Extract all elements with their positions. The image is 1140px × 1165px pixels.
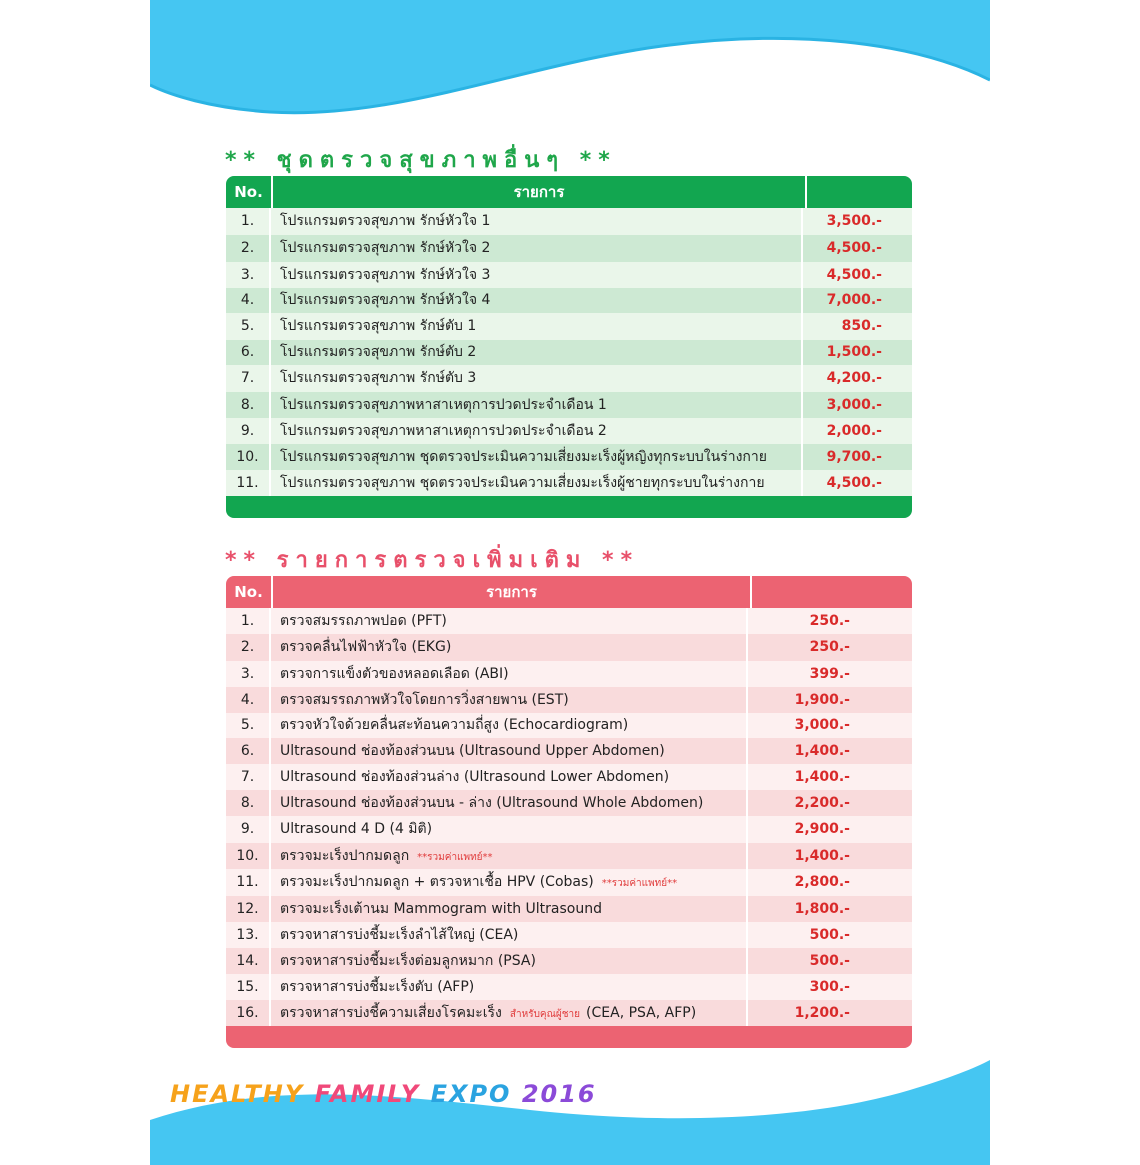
row-name-text: Ultrasound ช่องท้องส่วนบน (Ultrasound Upper Abdomen) [280,743,665,759]
row-price: 300.- [809,979,850,995]
row-name [271,313,803,340]
row-number: 10. [226,843,271,869]
row-price: 4,500.- [826,475,882,491]
table-row [226,608,912,634]
row-price: 1,400.- [794,743,850,759]
row-name-text: ตรวจหาสารบ่งชี้มะเร็งต่อมลูกหมาก (PSA) [280,953,536,969]
row-name-text: ตรวจการแข็งตัวของหลอดเลือด (ABI) [280,666,509,682]
table-header [226,176,912,208]
row-name-text: โปรแกรมตรวจสุขภาพ รักษ์หัวใจ 2 [280,240,491,256]
row-number: 3. [226,262,271,288]
row-number: 9. [226,816,271,843]
row-number: 7. [226,365,271,392]
row-name-text: โปรแกรมตรวจสุขภาพ รักษ์ตับ 2 [280,344,477,360]
table-footer [226,496,912,518]
table-row [226,896,912,922]
row-price: 3,000.- [794,717,850,733]
row-name [271,262,803,288]
row-number: 8. [226,392,271,418]
row-number: 6. [226,340,271,365]
row-number: 5. [226,313,271,340]
table-row [226,235,912,262]
logo-word-family: FAMILY [314,1080,421,1108]
row-number: 4. [226,687,271,713]
row-price: 4,500.- [826,267,882,283]
row-number: 10. [226,444,271,470]
row-name-text: Ultrasound ช่องท้องส่วนบน - ล่าง (Ultrasound Whole Abdomen) [280,795,704,811]
row-name-text: ตรวจมะเร็งปากมดลูก + ตรวจหาเชื้อ HPV (Cobas) [280,874,594,890]
row-number: 4. [226,288,271,313]
header-price [752,576,912,608]
brochure-page [150,0,990,1165]
row-name [271,764,748,790]
row-name-text: โปรแกรมตรวจสุขภาพ รักษ์หัวใจ 4 [280,292,491,308]
row-name-text: ตรวจมะเร็งปากมดลูก [280,848,410,864]
row-name [271,738,748,764]
row-price: 7,000.- [826,292,882,308]
top-wave-decoration [150,0,990,120]
row-name [271,869,748,896]
row-number: 2. [226,235,271,262]
table-row [226,790,912,816]
row-name-text: ตรวจหาสารบ่งชี้มะเร็งตับ (AFP) [280,979,475,995]
row-name [271,634,748,661]
row-name [271,661,748,687]
row-name [271,470,803,496]
logo-word-healthy: HEALTHY [170,1080,305,1108]
table-row [226,470,912,496]
table-row [226,365,912,392]
table-body [226,208,912,496]
row-number: 13. [226,922,271,948]
row-note: สำหรับคุณผู้ชาย [509,1009,581,1020]
table-row [226,444,912,470]
row-name-text: ตรวจหาสารบ่งชี้มะเร็งลำไส้ใหญ่ (CEA) [280,927,519,943]
row-price: 500.- [809,927,850,943]
row-price: 250.- [809,639,850,655]
table-row [226,687,912,713]
row-name-text: โปรแกรมตรวจสุขภาพ รักษ์หัวใจ 3 [280,267,491,283]
row-price: 2,800.- [794,874,850,890]
section-title-health-packages: ** ชุดตรวจสุขภาพอื่นๆ ** [225,148,617,173]
table-row [226,392,912,418]
row-price: 1,900.- [794,692,850,708]
row-number: 3. [226,661,271,687]
table-row [226,869,912,896]
row-number: 8. [226,790,271,816]
row-price: 399.- [809,666,850,682]
row-number: 1. [226,208,271,235]
row-name [271,974,748,1000]
table-row [226,661,912,687]
row-name [271,948,748,974]
row-name-text: ตรวจหาสารบ่งชี้ความเสี่ยงโรคมะเร็ง [280,1005,502,1021]
table-header [226,576,912,608]
row-number: 15. [226,974,271,1000]
row-price: 3,500.- [826,213,882,229]
row-price: 1,400.- [794,769,850,785]
row-name [271,392,803,418]
row-note: **รวมค่าแพทย์** [601,878,678,889]
row-name [271,790,748,816]
table-row [226,340,912,365]
row-name [271,896,748,922]
row-name-text: ตรวจสมรรถภาพปอด (PFT) [280,613,447,629]
header-no: No. [226,576,273,608]
table-row [226,713,912,738]
row-name-text: Ultrasound ช่องท้องส่วนล่าง (Ultrasound Lower Abdomen) [280,769,670,785]
row-price: 2,900.- [794,821,850,837]
row-name-text: โปรแกรมตรวจสุขภาพ รักษ์ตับ 1 [280,318,477,334]
row-number: 2. [226,634,271,661]
row-price: 1,200.- [794,1005,850,1021]
row-name [271,843,748,869]
row-number: 5. [226,713,271,738]
row-note: **รวมค่าแพทย์** [417,852,493,863]
header-no: No. [226,176,273,208]
table-row [226,1000,912,1026]
row-name [271,687,748,713]
row-name [271,713,748,738]
row-price: 4,500.- [826,240,882,256]
row-number: 9. [226,418,271,444]
table-row [226,843,912,869]
row-name [271,365,803,392]
row-name-text: ตรวจสมรรถภาพหัวใจโดยการวิ่งสายพาน (EST) [280,692,569,708]
table-body [226,608,912,1026]
row-number: 1. [226,608,271,634]
row-name [271,1000,748,1026]
row-name-text: โปรแกรมตรวจสุขภาพ ชุดตรวจประเมินความเสี่ยงมะเร็งผู้ชายทุกระบบในร่างกาย [280,475,765,491]
table-row [226,816,912,843]
row-name [271,418,803,444]
row-price: 1,800.- [794,901,850,917]
row-price: 500.- [809,953,850,969]
row-name-text: โปรแกรมตรวจสุขภาพ รักษ์ตับ 3 [280,370,477,386]
section-title-additional-tests: ** รายการตรวจเพิ่มเติม ** [225,548,640,573]
row-number: 11. [226,869,271,896]
row-name [271,208,803,235]
table-row [226,634,912,661]
row-name-text: โปรแกรมตรวจสุขภาพ ชุดตรวจประเมินความเสี่ยงมะเร็งผู้หญิงทุกระบบในร่างกาย [280,449,767,465]
row-price: 250.- [809,613,850,629]
table-footer [226,1026,912,1048]
table-row [226,948,912,974]
row-number: 16. [226,1000,271,1026]
row-name [271,288,803,313]
header-name: รายการ [273,576,752,608]
table-row [226,764,912,790]
row-name-text: โปรแกรมตรวจสุขภาพ รักษ์หัวใจ 1 [280,213,491,229]
table-row [226,288,912,313]
row-price: 1,500.- [826,344,882,360]
row-number: 6. [226,738,271,764]
row-number: 12. [226,896,271,922]
row-name [271,608,748,634]
row-suffix: (CEA, PSA, AFP) [586,1005,697,1021]
row-price: 4,200.- [826,370,882,386]
header-price [807,176,912,208]
row-price: 850.- [841,318,882,334]
row-name-text: โปรแกรมตรวจสุขภาพหาสาเหตุการปวดประจำเดือน 2 [280,423,607,439]
row-name [271,816,748,843]
logo-word-expo: EXPO [430,1080,512,1108]
row-name-text: Ultrasound 4 D (4 มิติ) [280,821,433,837]
table-row [226,313,912,340]
row-price: 1,400.- [794,848,850,864]
row-number: 7. [226,764,271,790]
row-name [271,444,803,470]
row-name-text: ตรวจหัวใจด้วยคลื่นสะท้อนความถี่สูง (Echocardiogram) [280,717,629,733]
row-price: 3,000.- [826,397,882,413]
row-price: 9,700.- [826,449,882,465]
table-row [226,922,912,948]
row-name [271,922,748,948]
row-name [271,340,803,365]
table-row [226,974,912,1000]
row-name-text: ตรวจมะเร็งเต้านม Mammogram with Ultrasound [280,901,602,917]
row-number: 14. [226,948,271,974]
additional-tests-table [226,576,912,1048]
table-row [226,418,912,444]
row-name-text: ตรวจคลื่นไฟฟ้าหัวใจ (EKG) [280,639,452,655]
row-name-text: โปรแกรมตรวจสุขภาพหาสาเหตุการปวดประจำเดือน 1 [280,397,607,413]
row-price: 2,000.- [826,423,882,439]
logo-year: 2016 [521,1080,597,1108]
expo-logo [170,1080,597,1108]
table-row [226,208,912,235]
header-name: รายการ [273,176,807,208]
row-price: 2,200.- [794,795,850,811]
row-name [271,235,803,262]
table-row [226,738,912,764]
health-packages-table [226,176,912,518]
row-number: 11. [226,470,271,496]
table-row [226,262,912,288]
bottom-wave-decoration [150,1060,990,1165]
